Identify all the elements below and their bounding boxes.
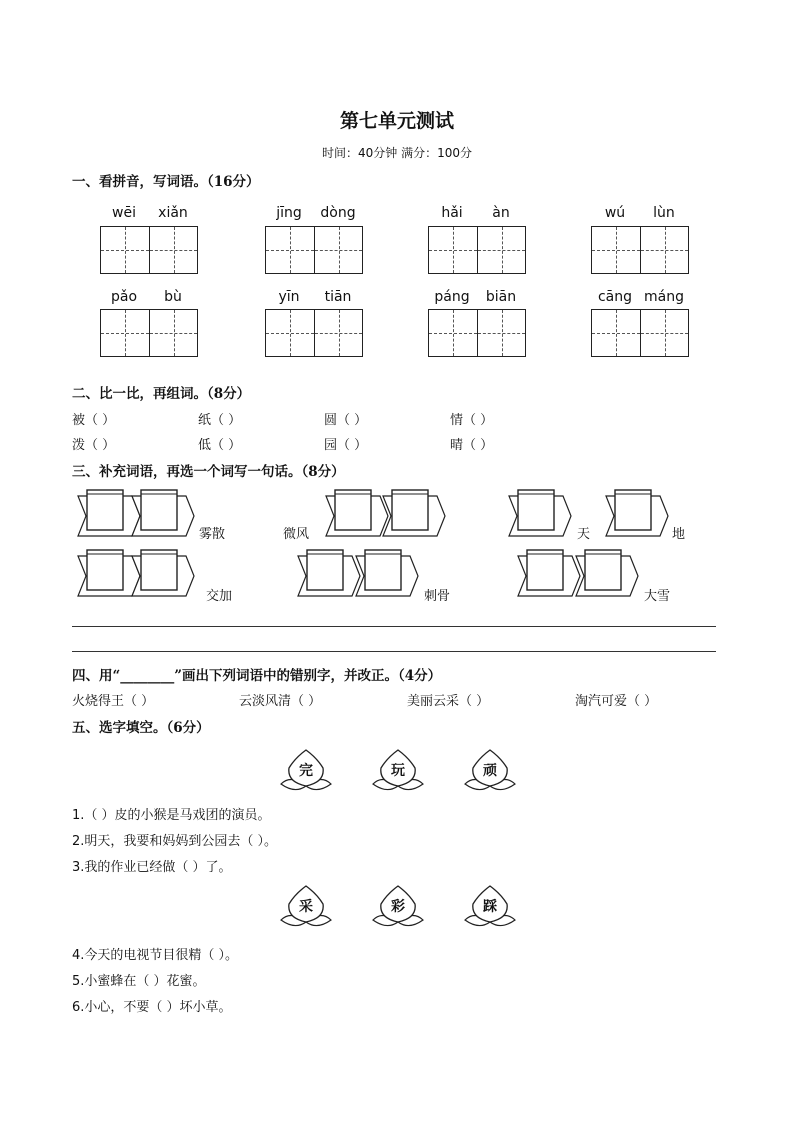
blank-scroll-box[interactable] bbox=[298, 550, 360, 596]
pinyin-label: xiǎn bbox=[158, 205, 188, 221]
compare-word-item: 纸（ ） bbox=[198, 413, 242, 428]
peach-icon bbox=[459, 882, 521, 932]
fill-question: 5.小蜜蜂在（ ）花蜜。 bbox=[72, 974, 206, 989]
peach-char: 顽 bbox=[483, 763, 497, 779]
writing-grid[interactable] bbox=[100, 309, 198, 357]
typo-item: 火烧得王（ ） bbox=[72, 694, 155, 709]
fill-question: 4.今天的电视节目很精（ ）。 bbox=[72, 948, 239, 963]
peach-icon bbox=[367, 882, 429, 932]
idiom-label: 微风 bbox=[283, 527, 310, 542]
peach-icon bbox=[367, 746, 429, 796]
blank-scroll-box[interactable] bbox=[78, 490, 140, 536]
blank-scroll-box[interactable] bbox=[132, 550, 194, 596]
peach-char: 完 bbox=[299, 763, 313, 779]
writing-grid[interactable] bbox=[428, 226, 526, 274]
idiom-label: 大雪 bbox=[644, 589, 671, 604]
section-2-heading: 二、比一比，再组词。（8分） bbox=[72, 386, 251, 402]
fill-question: 1.（ ）皮的小猴是马戏团的演员。 bbox=[72, 808, 271, 823]
typo-item: 云淡风清（ ） bbox=[239, 694, 322, 709]
blank-scroll-box[interactable] bbox=[509, 490, 571, 536]
pinyin-label: jīng bbox=[276, 205, 302, 221]
section-5-heading: 五、选字填空。（6分） bbox=[72, 720, 210, 736]
peach-char: 踩 bbox=[483, 899, 497, 915]
page-title: 第七单元测试 bbox=[339, 110, 454, 132]
writing-grid[interactable] bbox=[591, 309, 689, 357]
pinyin-label: cāng bbox=[597, 289, 633, 305]
idiom-label: 交加 bbox=[206, 589, 233, 604]
peach-icon bbox=[275, 882, 337, 932]
blank-scroll-box[interactable] bbox=[326, 490, 388, 536]
pinyin-label: yīn bbox=[278, 289, 300, 305]
pinyin-label: àn bbox=[492, 205, 510, 221]
compare-word-item: 被（ ） bbox=[72, 413, 116, 428]
blank-scroll-box[interactable] bbox=[78, 550, 140, 596]
pinyin-label: hǎi bbox=[441, 205, 463, 221]
peach-char: 彩 bbox=[391, 899, 405, 915]
compare-word-item: 低（ ） bbox=[198, 438, 242, 453]
writing-grid[interactable] bbox=[100, 226, 198, 274]
typo-item: 淘汽可爱（ ） bbox=[575, 694, 658, 709]
compare-word-item: 情（ ） bbox=[450, 413, 494, 428]
pinyin-label: máng bbox=[644, 289, 684, 305]
pinyin-label: wēi bbox=[112, 205, 136, 221]
typo-item: 美丽云采（ ） bbox=[407, 694, 490, 709]
fill-question: 6.小心，不要（ ）坏小草。 bbox=[72, 1000, 232, 1015]
writing-grid[interactable] bbox=[265, 226, 363, 274]
blank-scroll-box[interactable] bbox=[132, 490, 194, 536]
compare-word-item: 圆（ ） bbox=[324, 413, 368, 428]
pinyin-label: biān bbox=[485, 289, 517, 305]
peach-char: 玩 bbox=[391, 763, 405, 779]
idiom-label: 刺骨 bbox=[424, 589, 451, 604]
section-4-heading: 四、用“________”画出下列词语中的错别字，并改正。（4分） bbox=[72, 668, 442, 684]
writing-grid[interactable] bbox=[265, 309, 363, 357]
blank-scroll-box[interactable] bbox=[518, 550, 580, 596]
pinyin-label: bù bbox=[164, 289, 182, 305]
blank-scroll-box[interactable] bbox=[383, 490, 445, 536]
compare-word-item: 泼（ ） bbox=[72, 438, 116, 453]
idiom-banner-area bbox=[0, 480, 794, 610]
peach-icon bbox=[459, 746, 521, 796]
exam-info: 时间：40分钟 满分：100分 bbox=[322, 146, 472, 160]
blank-scroll-box[interactable] bbox=[606, 490, 668, 536]
peach-icon bbox=[275, 746, 337, 796]
pinyin-label: tiān bbox=[324, 289, 352, 305]
blank-scroll-box[interactable] bbox=[356, 550, 418, 596]
pinyin-label: wú bbox=[604, 205, 626, 221]
pinyin-label: páng bbox=[434, 289, 470, 305]
answer-line[interactable] bbox=[72, 626, 716, 627]
compare-word-item: 园（ ） bbox=[324, 438, 368, 453]
pinyin-label: lùn bbox=[653, 205, 675, 221]
section-1-heading: 一、看拼音，写词语。（16分） bbox=[72, 174, 260, 190]
writing-grid[interactable] bbox=[591, 226, 689, 274]
fill-question: 3.我的作业已经做（ ）了。 bbox=[72, 860, 232, 875]
compare-word-item: 晴（ ） bbox=[450, 438, 494, 453]
peach-char: 采 bbox=[299, 899, 313, 915]
idiom-label: 雾散 bbox=[199, 527, 226, 542]
pinyin-label: dòng bbox=[320, 205, 356, 221]
idiom-label: 天 bbox=[577, 527, 591, 542]
writing-grid[interactable] bbox=[428, 309, 526, 357]
fill-question: 2.明天，我要和妈妈到公园去（ ）。 bbox=[72, 834, 278, 849]
section-3-heading: 三、补充词语，再选一个词写一句话。（8分） bbox=[72, 464, 345, 480]
blank-scroll-box[interactable] bbox=[576, 550, 638, 596]
idiom-label: 地 bbox=[672, 527, 686, 542]
answer-line[interactable] bbox=[72, 651, 716, 652]
pinyin-label: pǎo bbox=[110, 289, 138, 305]
